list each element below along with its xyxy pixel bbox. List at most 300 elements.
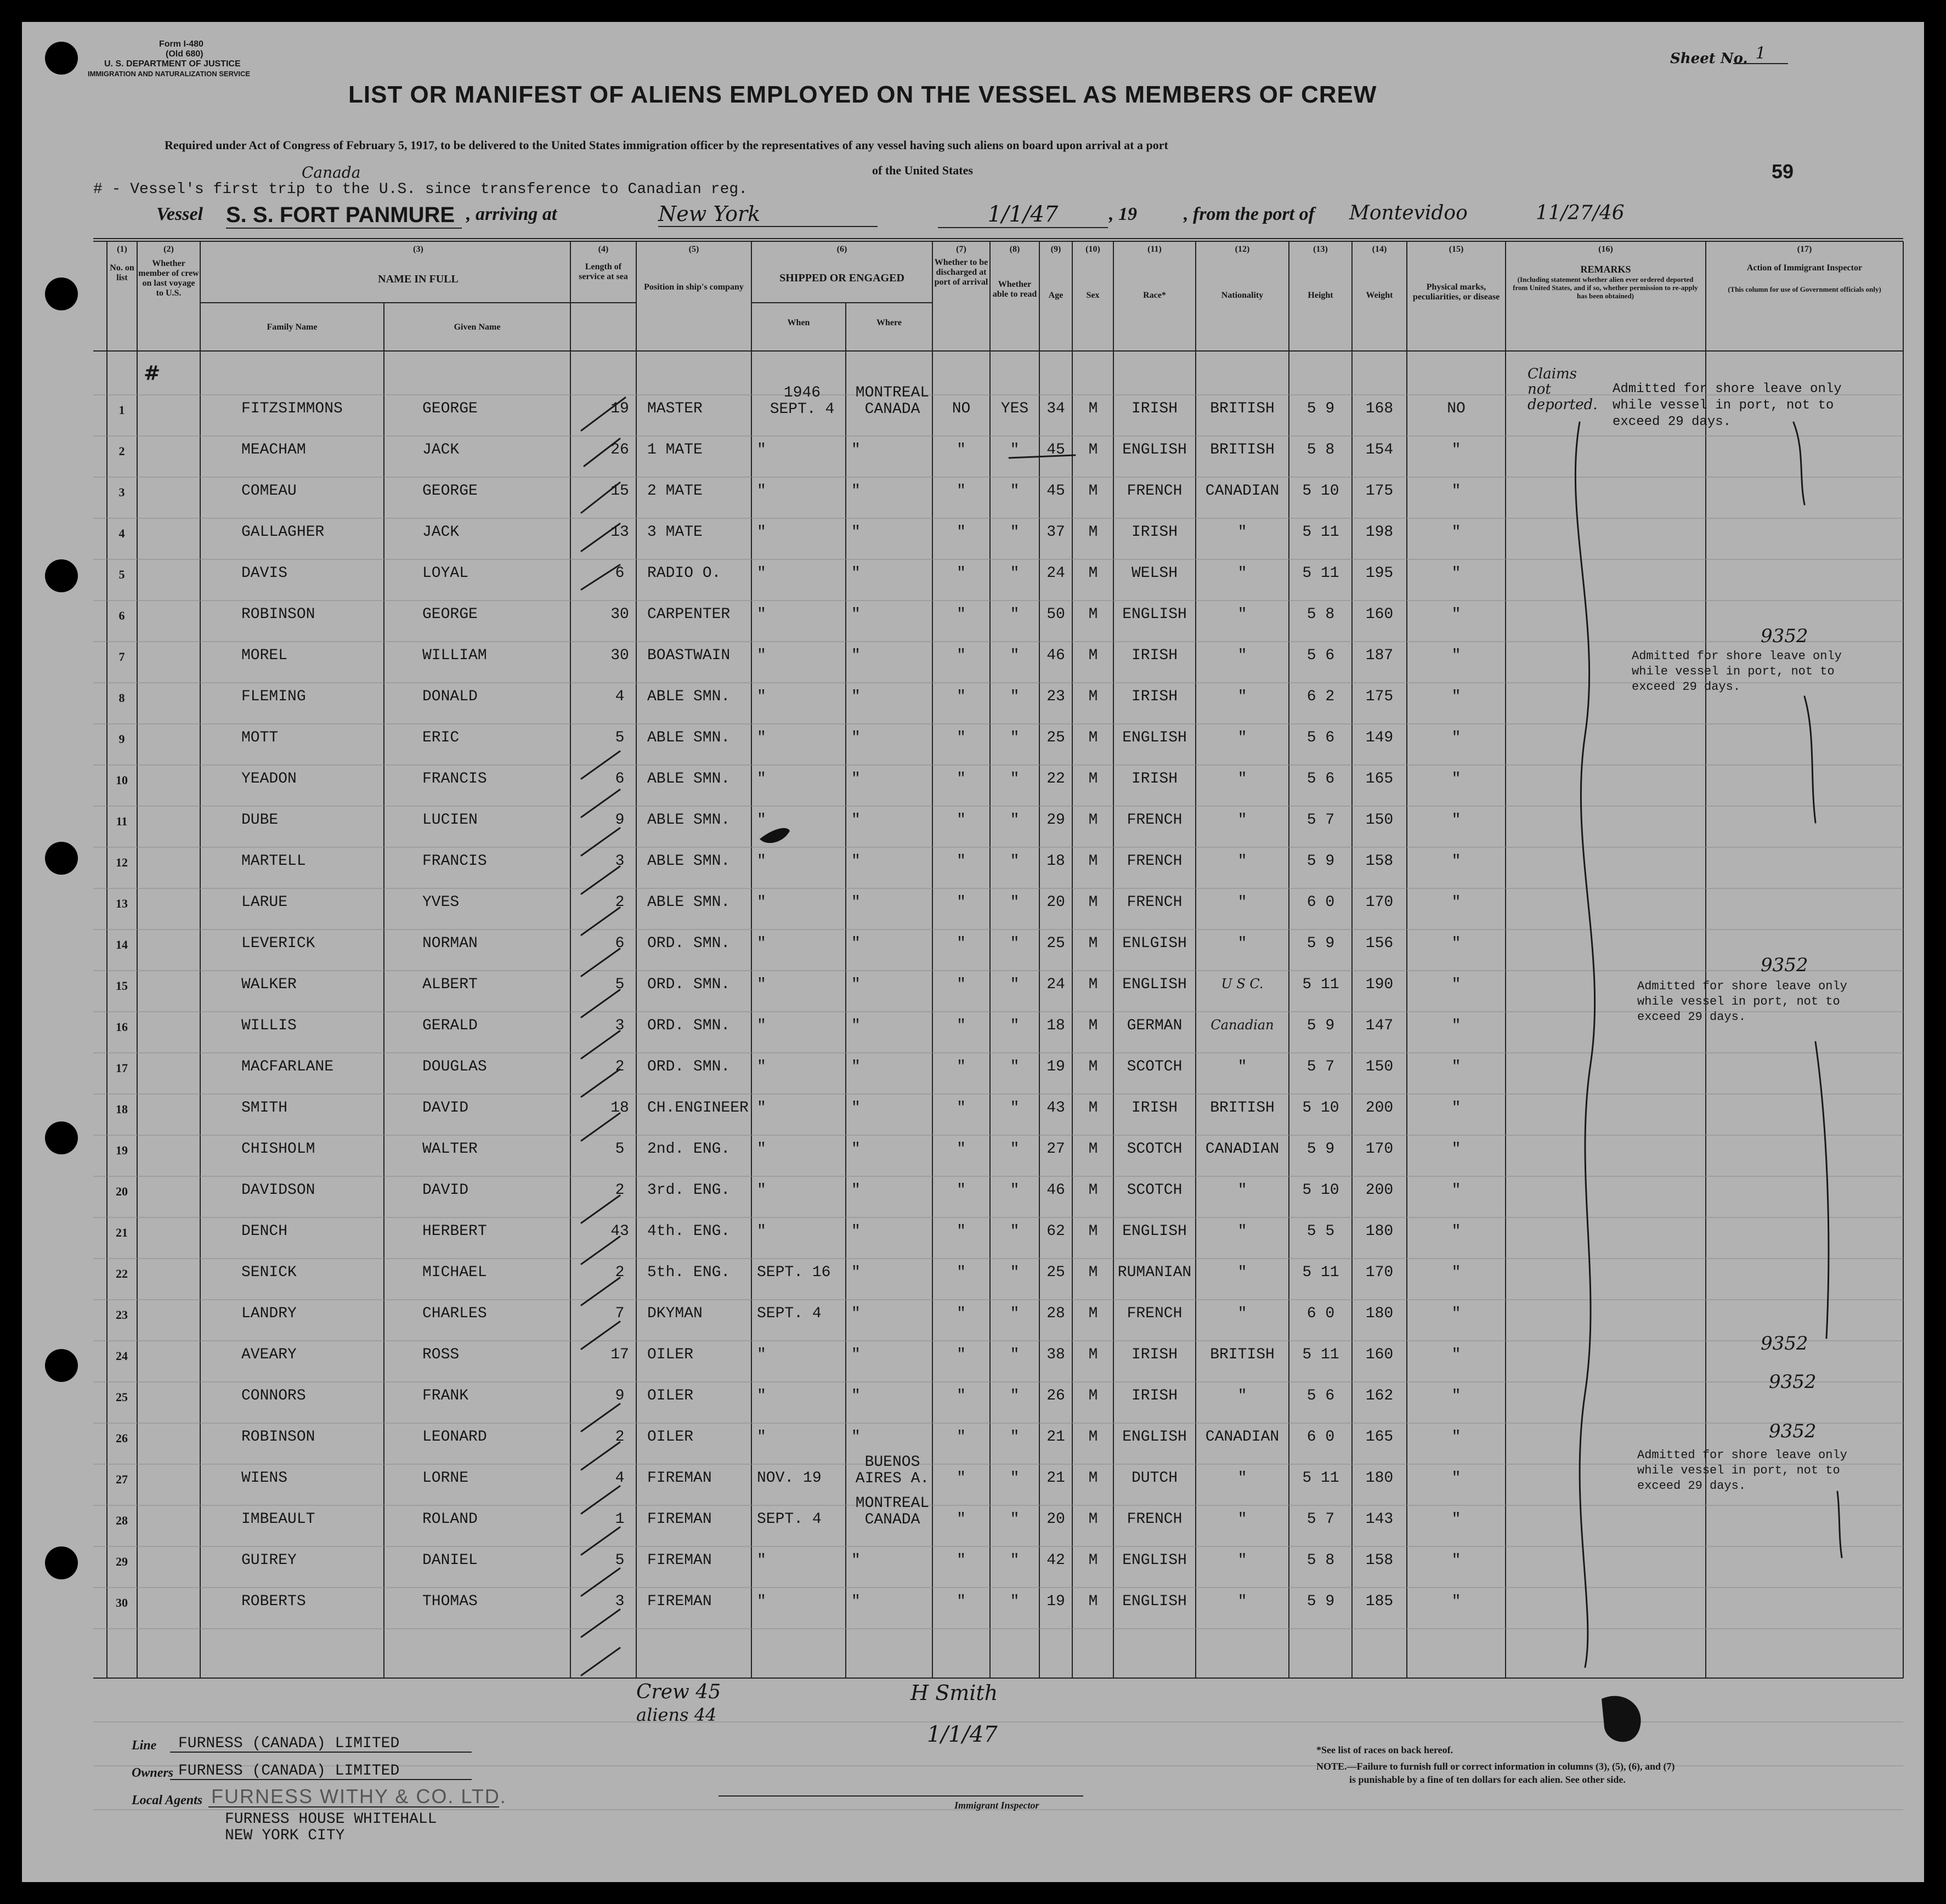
cell-age: 37 [1046,524,1065,541]
row-number: 8 [118,691,125,705]
cell-height: 6 0 [1306,1305,1335,1322]
cell-marks: " [1451,1223,1461,1240]
cell-given: LUCIEN [422,812,478,829]
cell-age: 28 [1046,1305,1065,1322]
cell-sex: M [1088,1100,1098,1117]
cell-given: YVES [422,894,460,911]
cell-position: FIREMAN [647,1511,712,1528]
cell-marks: " [1451,1305,1461,1322]
cell-given: LORNE [422,1470,469,1487]
cell-race: IRISH [1131,1387,1178,1404]
cell-height: 5 9 [1306,400,1335,417]
cell-given: DOUGLAS [422,1058,487,1075]
col-num: (4) [598,245,609,254]
cell-race: DUTCH [1131,1470,1178,1487]
cell-nationality: BRITISH [1210,441,1275,458]
cell-given: LOYAL [422,565,469,582]
cell-weight: 149 [1365,729,1394,746]
col-num: (2) [163,245,174,254]
cell-family: SMITH [241,1100,288,1117]
cell-race: IRISH [1131,647,1178,664]
cell-service: 2 [615,1429,625,1446]
cell-family: FITZSIMMONS [241,400,343,417]
inspector-code: 9352 [1769,1420,1817,1442]
cell-height: 6 0 [1306,894,1335,911]
remark-stamp-line: Admitted for shore leave only [1632,649,1842,663]
agents-label: Local Agents [132,1793,203,1807]
cell-position: FIREMAN [647,1593,712,1610]
cell-age: 50 [1046,606,1065,623]
cell-read: " [1010,688,1020,705]
cell-position: ORD. SMN. [647,935,731,952]
cell-race: RUMANIAN [1117,1264,1192,1281]
first-trip-mark: # [144,362,161,385]
cell-sex: M [1088,524,1098,541]
cell-height: 5 11 [1302,565,1339,582]
cell-height: 5 7 [1306,1058,1335,1075]
cell-age: 45 [1046,441,1065,458]
cell-service: 2 [615,1058,625,1075]
remark-stamp-line: Admitted for shore leave only [1613,382,1842,396]
cell-read: " [1010,1346,1020,1363]
cell-family: LANDRY [241,1305,297,1322]
form-old-number: (Old 680) [166,49,203,59]
col-num: (17) [1797,245,1812,254]
cell-race: ENGLISH [1122,976,1187,993]
cell-weight: 165 [1365,770,1394,787]
cell-given: FRANCIS [422,853,487,870]
header-crew-last-voyage: Whether member of crew on last voyage to U.S. [138,259,199,298]
cell-nationality: " [1237,770,1247,787]
inspector-label: Immigrant Inspector [954,1800,1039,1811]
cell-where: " [851,935,861,952]
col-num: (5) [688,245,699,254]
cell-sex: M [1088,1305,1098,1322]
cell-family: GALLAGHER [241,524,325,541]
cell-given: ROLAND [422,1511,478,1528]
cell-where: " [851,1100,861,1117]
cell-age: 43 [1046,1100,1065,1117]
header-sex: Sex [1086,291,1100,300]
fine-note-2: is punishable by a fine of ten dollars for each alien. See other side. [1349,1774,1626,1785]
cell-discharged: " [957,1387,966,1404]
cell-nationality: " [1237,1058,1247,1075]
remark-stamp-line: while vessel in port, not to [1613,398,1834,413]
cell-nationality: BRITISH [1210,1346,1275,1363]
cell-when: 1946 SEPT. 4 [770,384,835,418]
cell-family: MEACHAM [241,441,306,458]
from-label: , from the port of [1184,204,1315,224]
arriving-port: New York [658,202,878,227]
remark-stamp-line: while vessel in port, not to [1632,665,1835,678]
cell-nationality: U S C. [1221,976,1264,991]
race-footnote: *See list of races on back hereof. [1316,1744,1453,1755]
cell-position: ABLE SMN. [647,688,731,705]
col-num: (13) [1313,245,1328,254]
cell-nationality: " [1237,1511,1247,1528]
cell-position: ABLE SMN. [647,894,731,911]
cell-discharged: " [957,1182,966,1199]
cell-when: " [757,688,766,705]
remark-stamp-line: while vessel in port, not to [1637,1464,1840,1477]
cell-race: IRISH [1131,1100,1178,1117]
cell-marks: NO [1447,400,1466,417]
header-discharged: Whether to be discharged at port of arrival [934,258,988,287]
cell-given: THOMAS [422,1593,478,1610]
cell-service: 6 [615,935,625,952]
cell-sex: M [1088,976,1098,993]
cell-weight: 170 [1365,1141,1394,1158]
cell-age: 34 [1046,400,1065,417]
col-num: (11) [1147,245,1162,254]
cell-read: " [1010,729,1020,746]
cell-when: SEPT. 4 [757,1511,822,1528]
cell-discharged: " [957,1429,966,1446]
col-num: (14) [1372,245,1387,254]
cell-discharged: " [957,1305,966,1322]
cell-service: 5 [615,1552,625,1569]
cell-weight: 143 [1365,1511,1394,1528]
cell-position: RADIO O. [647,565,721,582]
cell-service: 43 [610,1223,629,1240]
row-number: 30 [116,1596,128,1610]
cell-given: WALTER [422,1141,478,1158]
cell-position: ABLE SMN. [647,770,731,787]
header-when: When [787,318,810,327]
cell-position: CH.ENGINEER [647,1100,749,1117]
cell-family: ROBINSON [241,1429,315,1446]
cell-age: 42 [1046,1552,1065,1569]
cell-read: " [1010,1264,1020,1281]
cell-weight: 156 [1365,935,1394,952]
cell-height: 5 8 [1306,1552,1335,1569]
cell-sex: M [1088,1058,1098,1075]
cell-age: 18 [1046,1017,1065,1034]
col-num: (15) [1449,245,1464,254]
cell-position: FIREMAN [647,1552,712,1569]
arrival-date: 1/1/47 [938,202,1108,228]
agents-address-2: NEW YORK CITY [225,1827,345,1844]
row-number: 24 [116,1349,128,1363]
cell-where: " [851,1593,861,1610]
cell-age: 20 [1046,1511,1065,1528]
cell-nationality: " [1237,1223,1247,1240]
cell-read: " [1010,1100,1020,1117]
cell-age: 25 [1046,1264,1065,1281]
cell-where: MONTREAL CANADA [855,384,930,418]
cell-marks: " [1451,1593,1461,1610]
cell-family: IMBEAULT [241,1511,315,1528]
cell-sex: M [1088,688,1098,705]
cell-discharged: " [957,1552,966,1569]
form-number: Form I-480 [159,39,203,49]
cell-when: " [757,1017,766,1034]
cell-marks: " [1451,1470,1461,1487]
cell-read: " [1010,1017,1020,1034]
cell-race: IRISH [1131,400,1178,417]
cell-sex: M [1088,1264,1098,1281]
cell-height: 5 6 [1306,647,1335,664]
cell-nationality: " [1237,1305,1247,1322]
cell-height: 5 9 [1306,1017,1335,1034]
owners-label: Owners [132,1766,174,1780]
cell-position: 3 MATE [647,524,703,541]
cell-age: 21 [1046,1470,1065,1487]
cell-marks: " [1451,935,1461,952]
row-number: 17 [116,1061,128,1075]
cell-service: 2 [615,1182,625,1199]
inspector-code: 9352 [1761,954,1808,976]
cell-where: " [851,1552,861,1569]
cell-weight: 147 [1365,1017,1394,1034]
cell-given: DAVID [422,1100,469,1117]
cell-read: " [1010,1552,1020,1569]
cell-where: " [851,812,861,829]
form-department: U. S. DEPARTMENT OF JUSTICE [104,59,241,69]
cell-position: 4th. ENG. [647,1223,731,1240]
cell-discharged: NO [952,400,971,417]
cell-discharged: " [957,1058,966,1075]
cell-nationality: BRITISH [1210,1100,1275,1117]
cell-nationality: " [1237,729,1247,746]
col-num: (16) [1598,245,1613,254]
cell-age: 23 [1046,688,1065,705]
line-label: Line [132,1738,157,1753]
cell-discharged: " [957,976,966,993]
cell-marks: " [1451,565,1461,582]
cell-sex: M [1088,1223,1098,1240]
cell-where: " [851,729,861,746]
cell-nationality: CANADIAN [1205,1429,1280,1446]
row-number: 9 [118,732,125,746]
cell-race: FRENCH [1127,853,1183,870]
cell-discharged: " [957,729,966,746]
cell-race: GERMAN [1127,1017,1183,1034]
cell-where: MONTREAL CANADA [855,1495,930,1528]
cell-given: FRANCIS [422,770,487,787]
cell-sex: M [1088,1182,1098,1199]
cell-service: 13 [610,524,629,541]
cell-where: " [851,1305,861,1322]
cell-given: CHARLES [422,1305,487,1322]
cell-read: " [1010,441,1020,458]
cell-weight: 200 [1365,1100,1394,1117]
row-number: 12 [116,855,128,869]
cell-race: FRENCH [1127,894,1183,911]
page-subtitle: Required under Act of Congress of February 5, 1917, to be delivered to the United States immigration officer by the representatives of any vessel having such aliens on board upon arrival at a port [165,138,1168,152]
cell-sex: M [1088,1017,1098,1034]
cell-weight: 170 [1365,1264,1394,1281]
cell-nationality: " [1237,812,1247,829]
cell-height: 5 8 [1306,441,1335,458]
cell-sex: M [1088,1511,1098,1528]
col-num: (3) [413,245,423,254]
cell-read: " [1010,1058,1020,1075]
sheet-label: Sheet No. [1670,50,1748,67]
header-race: Race* [1143,291,1166,300]
cell-race: IRISH [1131,1346,1178,1363]
cell-discharged: " [957,1593,966,1610]
cell-age: 22 [1046,770,1065,787]
cell-race: FRENCH [1127,1305,1183,1322]
cell-read: " [1010,935,1020,952]
cell-service: 26 [610,441,629,458]
first-trip-note: # - Vessel's first trip to the U.S. since transference to Canadian reg. [93,181,748,198]
cell-given: FRANK [422,1387,469,1404]
cell-sex: M [1088,935,1098,952]
page-subtitle-2: of the United States [872,163,973,177]
cell-race: ENGLISH [1122,1429,1187,1446]
cell-race: IRISH [1131,524,1178,541]
cell-discharged: " [957,812,966,829]
cell-marks: " [1451,853,1461,870]
cell-nationality: " [1237,853,1247,870]
cell-weight: 165 [1365,1429,1394,1446]
col-num: (8) [1009,245,1020,254]
cell-discharged: " [957,770,966,787]
cell-where: " [851,606,861,623]
cell-weight: 187 [1365,647,1394,664]
cell-read: " [1010,812,1020,829]
cell-when: " [757,1593,766,1610]
row-number: 29 [116,1555,128,1568]
cell-position: ABLE SMN. [647,729,731,746]
cell-height: 5 6 [1306,1387,1335,1404]
cell-family: DUBE [241,812,279,829]
row-number: 26 [116,1431,128,1445]
cell-given: ROSS [422,1346,460,1363]
cell-where: " [851,1141,861,1158]
cell-weight: 200 [1365,1182,1394,1199]
cell-position: 2nd. ENG. [647,1141,731,1158]
cell-discharged: " [957,1100,966,1117]
cell-given: WILLIAM [422,647,487,664]
row-number: 5 [118,568,125,581]
cell-service: 30 [610,647,629,664]
header-shipped-engaged: SHIPPED OR ENGAGED [779,272,904,284]
cell-nationality: " [1237,1470,1247,1487]
cell-discharged: " [957,1511,966,1528]
cell-when: " [757,524,766,541]
cell-when: " [757,853,766,870]
row-number: 15 [116,979,128,993]
cell-weight: 150 [1365,812,1394,829]
cell-family: SENICK [241,1264,297,1281]
cell-discharged: " [957,1346,966,1363]
remark-stamp-line: exceed 29 days. [1613,415,1732,429]
cell-service: 30 [610,606,629,623]
cell-age: 29 [1046,812,1065,829]
cell-where: " [851,1429,861,1446]
remark-stamp-line: exceed 29 days. [1637,1010,1746,1024]
cell-sex: M [1088,1470,1098,1487]
cell-marks: " [1451,1552,1461,1569]
cell-discharged: " [957,1141,966,1158]
cell-marks: " [1451,1264,1461,1281]
cell-read: " [1010,1223,1020,1240]
remark-stamp-line: exceed 29 days. [1637,1479,1746,1493]
cell-family: ROBERTS [241,1593,306,1610]
sheet-number: 1 [1733,44,1788,64]
cell-sex: M [1088,1387,1098,1404]
cell-weight: 160 [1365,606,1394,623]
cell-sex: M [1088,1346,1098,1363]
page-title: LIST OR MANIFEST OF ALIENS EMPLOYED ON THE VESSEL AS MEMBERS OF CREW [348,81,1377,108]
cell-given: HERBERT [422,1223,487,1240]
cell-height: 5 8 [1306,606,1335,623]
cell-height: 5 10 [1302,483,1339,500]
header-position: Position in ship's company [644,282,744,292]
cell-read: " [1010,606,1020,623]
cell-when: " [757,1387,766,1404]
cell-race: ENGLISH [1122,1593,1187,1610]
cell-height: 5 11 [1302,1346,1339,1363]
cell-discharged: " [957,483,966,500]
cell-given: DANIEL [422,1552,478,1569]
cell-nationality: " [1237,688,1247,705]
cell-weight: 198 [1365,524,1394,541]
row-number: 1 [118,403,125,417]
cell-where: " [851,647,861,664]
cell-age: 18 [1046,853,1065,870]
cell-height: 5 11 [1302,524,1339,541]
cell-given: ALBERT [422,976,478,993]
cell-service: 9 [615,1387,625,1404]
cell-given: LEONARD [422,1429,487,1446]
cell-family: DAVIS [241,565,288,582]
cell-family: ROBINSON [241,606,315,623]
cell-where: " [851,1017,861,1034]
cell-sex: M [1088,729,1098,746]
cell-height: 5 11 [1302,1264,1339,1281]
cell-read: " [1010,565,1020,582]
cell-weight: 158 [1365,1552,1394,1569]
cell-service: 2 [615,894,625,911]
cell-race: SCOTCH [1127,1058,1183,1075]
cell-sex: M [1088,647,1098,664]
cell-family: WIENS [241,1470,288,1487]
cell-service: 6 [615,770,625,787]
row-number: 3 [118,485,125,499]
cell-read: " [1010,894,1020,911]
cell-family: LEVERICK [241,935,315,952]
inspector-code: 9352 [1769,1371,1817,1393]
cell-position: OILER [647,1429,694,1446]
cell-sex: M [1088,853,1098,870]
cell-age: 25 [1046,729,1065,746]
cell-race: ENGLISH [1122,1552,1187,1569]
cell-discharged: " [957,935,966,952]
cell-weight: 162 [1365,1387,1394,1404]
cell-read: " [1010,1470,1020,1487]
cell-marks: " [1451,1346,1461,1363]
cell-when: " [757,1058,766,1075]
agents-address-1: FURNESS HOUSE WHITEHALL [225,1811,437,1828]
cell-when: " [757,1346,766,1363]
cell-service: 5 [615,729,625,746]
cell-sex: M [1088,565,1098,582]
col-num: (1) [117,245,127,254]
cell-when: " [757,729,766,746]
cell-discharged: " [957,1017,966,1034]
cell-weight: 175 [1365,688,1394,705]
cell-given: GERALD [422,1017,478,1034]
cell-where: " [851,565,861,582]
cell-marks: " [1451,688,1461,705]
cell-sex: M [1088,894,1098,911]
cell-position: DKYMAN [647,1305,703,1322]
remark-stamp-line: while vessel in port, not to [1637,995,1840,1008]
